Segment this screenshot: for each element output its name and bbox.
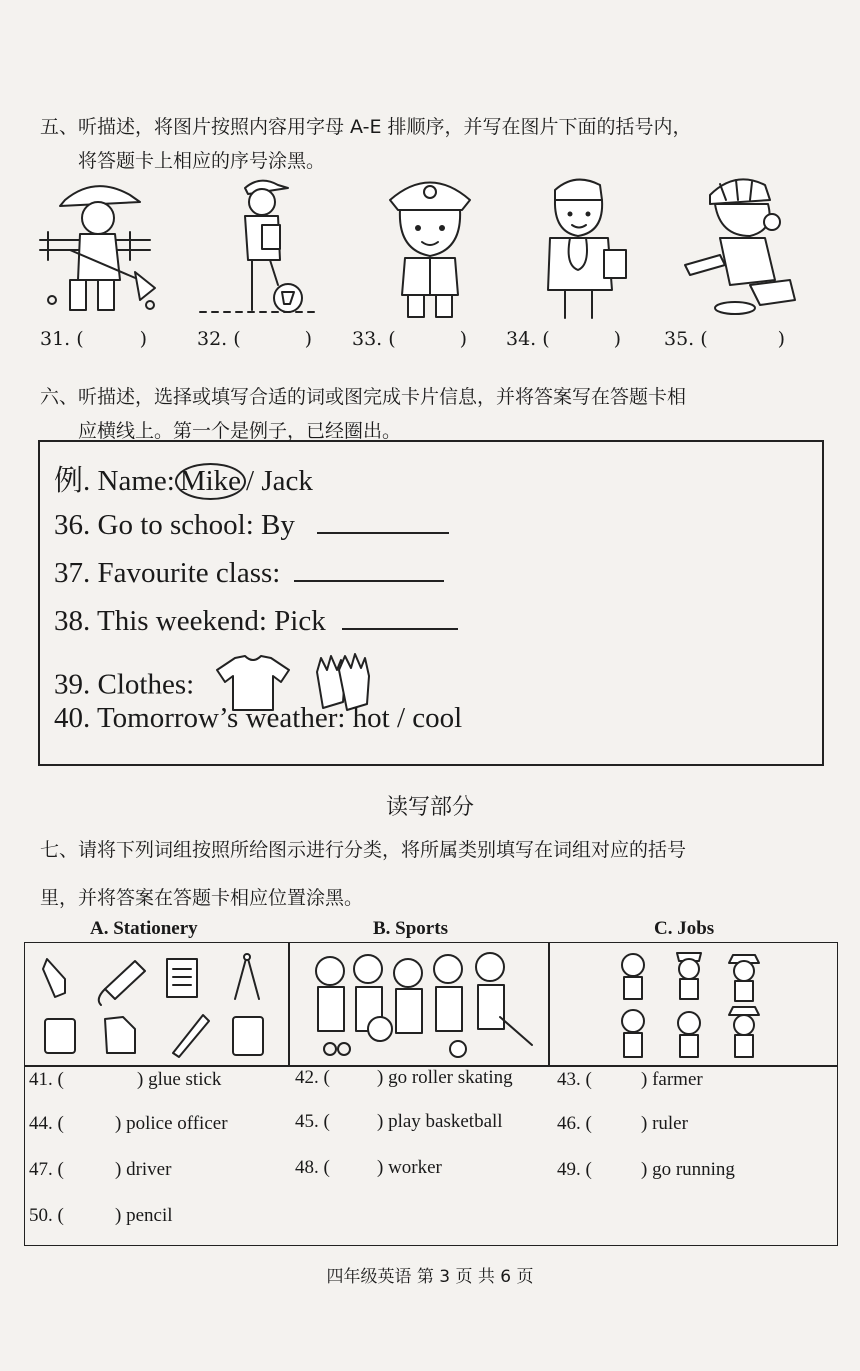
sticky-note-icon bbox=[45, 1019, 75, 1053]
item-46-text: ) ruler bbox=[641, 1113, 688, 1134]
q36-blank[interactable] bbox=[317, 508, 449, 534]
q37-blank[interactable] bbox=[294, 556, 444, 582]
item-41[interactable] bbox=[29, 1069, 221, 1091]
section5-instruction-line2: 将答题卡上相应的序号涂黑。 bbox=[78, 150, 326, 172]
stationery-icons bbox=[35, 949, 280, 1061]
section6-instruction-line1: 六、听描述，选择或填写合适的词或图完成卡片信息，并将答案写在答题卡相 bbox=[40, 386, 687, 408]
item-45[interactable] bbox=[295, 1111, 503, 1133]
answer-35-label: 35. ( bbox=[664, 328, 708, 350]
answer-32-close: ) bbox=[304, 328, 313, 350]
example-circled-answer: Mike bbox=[175, 463, 246, 500]
book-icon bbox=[233, 1017, 263, 1055]
job-figures-icon bbox=[622, 953, 759, 1057]
section5-answer-labels bbox=[40, 328, 820, 358]
example-rest: / Jack bbox=[246, 465, 313, 497]
answer-35-close: ) bbox=[777, 328, 786, 350]
section7-instruction-line1: 七、请将下列词组按照所给图示进行分类，将所属类别填写在词组对应的括号 bbox=[40, 839, 687, 861]
section6-instruction-line2: 应横线上。第一个是例子，已经圈出。 bbox=[78, 420, 402, 442]
answer-32-label: 32. ( bbox=[197, 328, 241, 350]
football-player-icon bbox=[200, 170, 320, 320]
item-48-text: ) worker bbox=[377, 1157, 442, 1178]
item-43-text: ) farmer bbox=[641, 1069, 703, 1090]
item-48[interactable] bbox=[295, 1157, 442, 1179]
item-44-num: 44. ( bbox=[29, 1113, 64, 1134]
item-44-text: ) police officer bbox=[115, 1113, 228, 1134]
answer-31-label: 31. ( bbox=[40, 328, 84, 350]
answer-34-label: 34. ( bbox=[506, 328, 550, 350]
item-47[interactable] bbox=[29, 1159, 171, 1181]
item-50-num: 50. ( bbox=[29, 1205, 64, 1226]
item-47-num: 47. ( bbox=[29, 1159, 64, 1180]
answer-31-close: ) bbox=[139, 328, 148, 350]
answer-33[interactable] bbox=[352, 328, 467, 350]
q39-text: 39. Clothes: bbox=[54, 668, 195, 701]
answer-33-label: 33. ( bbox=[352, 328, 396, 350]
reading-writing-title: 读写部分 bbox=[385, 795, 474, 820]
category-stationery: A. Stationery bbox=[90, 918, 198, 939]
item-42-text: ) go roller skating bbox=[377, 1067, 513, 1088]
kids-sports-icon bbox=[316, 953, 532, 1057]
answer-34-close: ) bbox=[613, 328, 622, 350]
q38-text: 38. This weekend: Pick bbox=[54, 605, 326, 637]
jobs-icons bbox=[603, 945, 783, 1063]
item-48-num: 48. ( bbox=[295, 1157, 330, 1178]
item-41-text: ) glue stick bbox=[137, 1069, 222, 1090]
notepad-icon bbox=[167, 959, 197, 997]
info-card bbox=[38, 440, 824, 766]
example-prefix: 例. Name: bbox=[54, 465, 175, 497]
q38-blank[interactable] bbox=[342, 604, 458, 630]
card-q40 bbox=[54, 702, 462, 735]
q37-text: 37. Favourite class: bbox=[54, 557, 281, 589]
answer-35[interactable] bbox=[664, 328, 785, 350]
worker-icon bbox=[680, 170, 800, 320]
section7-instruction bbox=[40, 826, 830, 922]
section7-instruction-line2: 里，并将答案在答题卡相应位置涂黑。 bbox=[40, 887, 364, 909]
folder-icon bbox=[105, 1017, 135, 1053]
answer-31[interactable] bbox=[40, 328, 147, 350]
card-q37 bbox=[54, 556, 444, 590]
card-example bbox=[54, 458, 313, 500]
doctor-icon bbox=[520, 170, 640, 320]
item-49[interactable] bbox=[557, 1159, 735, 1181]
category-sports: B. Sports bbox=[373, 918, 448, 939]
item-47-text: ) driver bbox=[115, 1159, 172, 1180]
item-42-num: 42. ( bbox=[295, 1067, 330, 1088]
item-44[interactable] bbox=[29, 1113, 228, 1135]
category-jobs: C. Jobs bbox=[654, 918, 715, 939]
answer-33-close: ) bbox=[459, 328, 468, 350]
classification-table bbox=[24, 942, 838, 1246]
item-45-num: 45. ( bbox=[295, 1111, 330, 1132]
item-41-num: 41. ( bbox=[29, 1069, 64, 1090]
answer-34[interactable] bbox=[506, 328, 621, 350]
q40-text: 40. Tomorrow’s weather: hot / cool bbox=[54, 702, 463, 734]
card-q38 bbox=[54, 604, 458, 638]
item-50-text: ) pencil bbox=[115, 1205, 173, 1226]
cutter-icon bbox=[43, 959, 65, 997]
police-officer-icon bbox=[370, 170, 490, 320]
section5-instruction bbox=[40, 110, 830, 178]
item-43-num: 43. ( bbox=[557, 1069, 592, 1090]
glue-tube-icon bbox=[99, 961, 145, 1005]
answer-32[interactable] bbox=[197, 328, 312, 350]
sports-icons bbox=[300, 947, 540, 1061]
item-43[interactable] bbox=[557, 1069, 703, 1091]
section6-instruction bbox=[40, 380, 830, 448]
farmer-icon bbox=[40, 170, 160, 320]
card-q36 bbox=[54, 508, 449, 542]
compass-icon bbox=[235, 954, 259, 999]
pencil-icon bbox=[173, 1015, 209, 1057]
item-49-num: 49. ( bbox=[557, 1159, 592, 1180]
item-50[interactable] bbox=[29, 1205, 173, 1227]
section5-instruction-line1: 五、听描述，将图片按照内容用字母 A-E 排顺序，并写在图片下面的括号内， bbox=[40, 116, 692, 138]
item-42[interactable] bbox=[295, 1067, 513, 1089]
q36-text: 36. Go to school: By bbox=[54, 509, 295, 541]
item-46-num: 46. ( bbox=[557, 1113, 592, 1134]
item-49-text: ) go running bbox=[641, 1159, 735, 1180]
item-46[interactable] bbox=[557, 1113, 688, 1135]
page-footer: 四年级英语 第 3 页 共 6 页 bbox=[326, 1267, 534, 1287]
section5-pictures bbox=[40, 170, 820, 320]
item-45-text: ) play basketball bbox=[377, 1111, 503, 1132]
